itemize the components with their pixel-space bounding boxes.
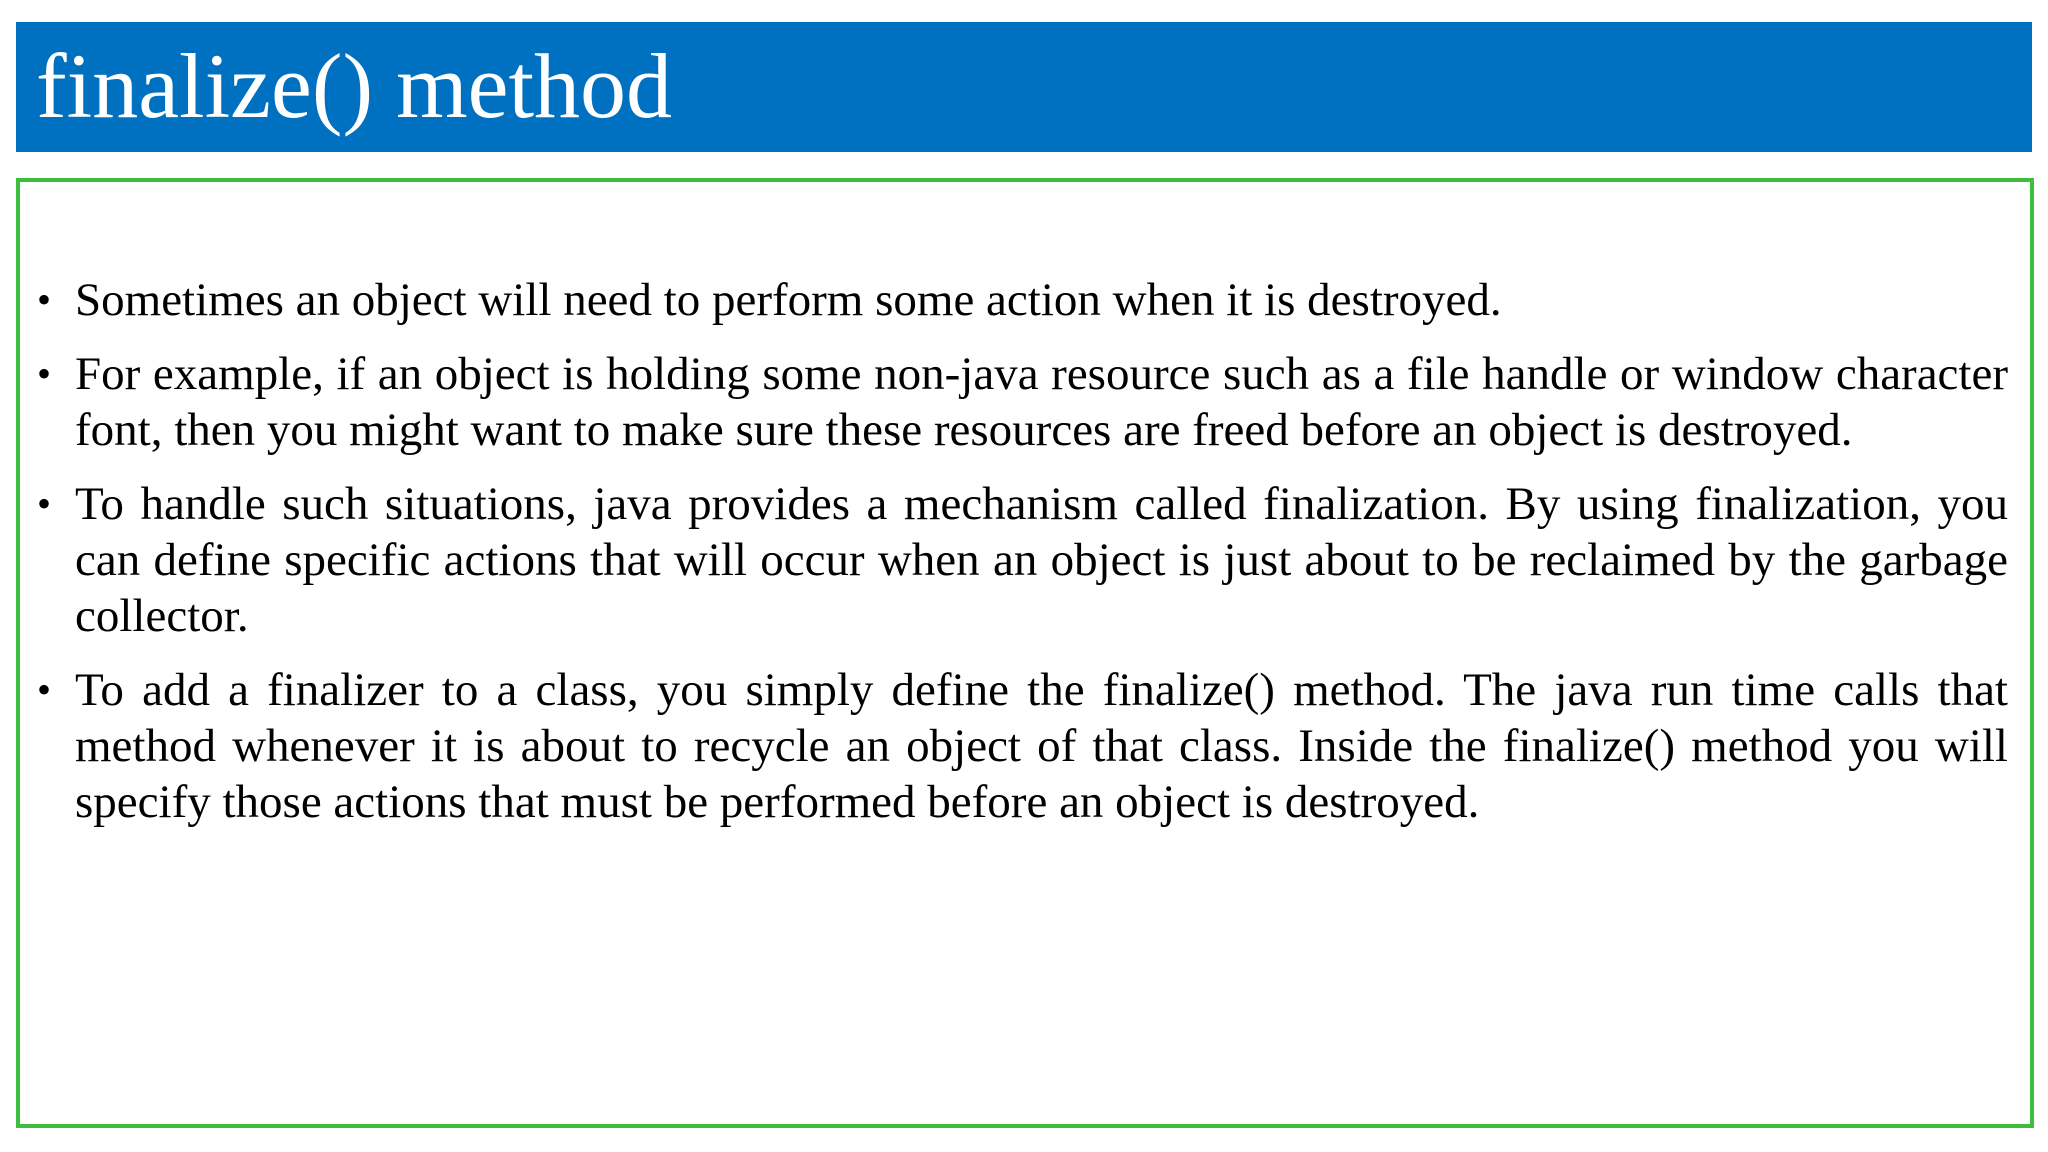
bullet-text: Sometimes an object will need to perform some action when it is destroyed.: [75, 274, 1502, 326]
bullet-icon: •: [37, 351, 52, 396]
bullet-text: For example, if an object is holding some non-java resource such as a file handle or window character font, then you might want to make sure these resources are freed before an object is destroyed.: [75, 348, 2008, 456]
slide-title: finalize() method: [36, 35, 673, 137]
content-box: [16, 178, 2034, 1128]
title-bar: [16, 22, 2032, 152]
bullet-icon: •: [37, 481, 52, 526]
bullet-item: [37, 476, 2008, 644]
bullet-icon: •: [37, 667, 52, 712]
bullet-text: To handle such situations, java provides a mechanism called finalization. By using finalization, you can define specific actions that will occur when an object is just about to be reclaimed by the garbage collector.: [75, 478, 2008, 642]
bullet-item: [37, 272, 2008, 328]
bullet-item: [37, 662, 2008, 830]
bullet-text: To add a finalizer to a class, you simply define the finalize() method. The java run time calls that method whenever it is about to recycle an object of that class. Inside the finalize() method you will specify those actions that must be performed before an object is destroyed.: [75, 664, 2008, 828]
bullet-item: [37, 346, 2008, 458]
bullet-list: [37, 272, 2008, 848]
bullet-icon: •: [37, 277, 52, 322]
